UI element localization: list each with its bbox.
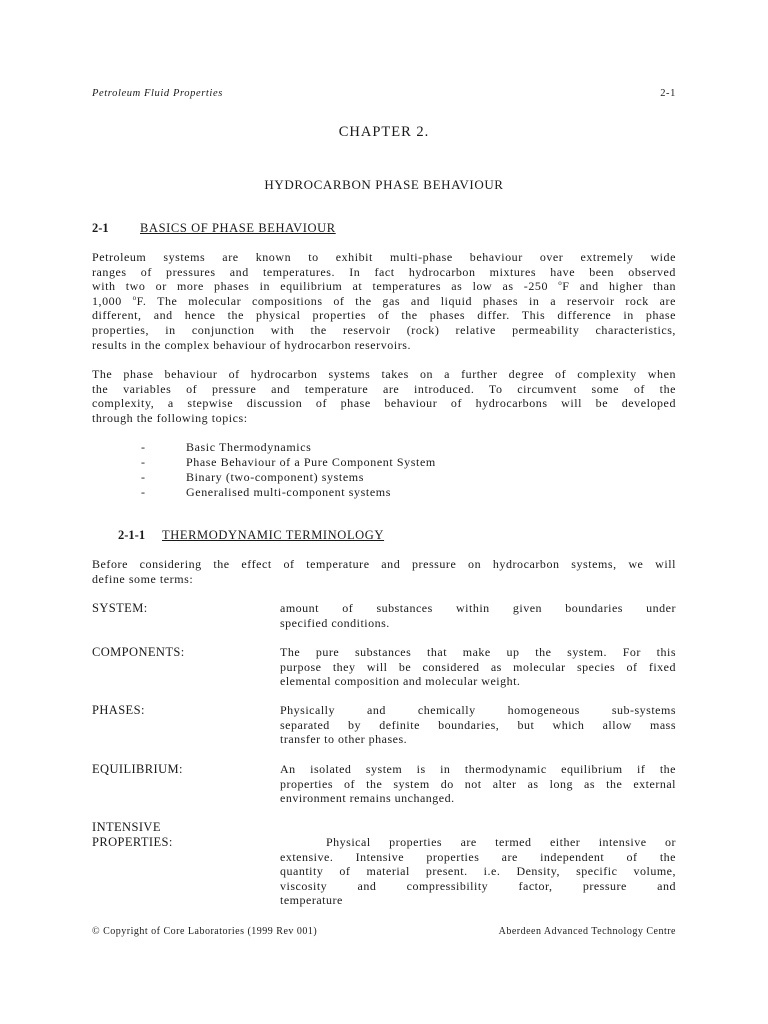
section-heading: BASICS OF PHASE BEHAVIOUR [140, 221, 336, 235]
section-number: 2-1 [92, 221, 109, 235]
definition-line: environment remains unchanged. [280, 791, 455, 806]
term-properties: PROPERTIES: [92, 835, 173, 849]
definition-line: transfer to other phases. [280, 732, 408, 747]
page-number: 2-1 [660, 88, 676, 99]
definition-equilibrium [280, 762, 676, 806]
definition-phases [280, 703, 676, 747]
definition-line: viscosity and compressibility factor, pressure and [280, 878, 676, 893]
definition-line: Physically and chemically homogeneous sub-systems [280, 703, 676, 717]
paragraph-line: with two or more phases in equilibrium at temperatures as low as -250 $^o$F and higher than [92, 279, 676, 294]
definition-line: The pure substances that make up the system. For this [280, 645, 676, 659]
paragraph-line: through the following topics: [92, 410, 248, 425]
definition-line: temperature [280, 893, 343, 908]
term-system: SYSTEM: [92, 601, 148, 615]
footer-organization: Aberdeen Advanced Technology Centre [498, 926, 676, 937]
list-bullet: - [141, 470, 145, 484]
paragraph-terms-intro [92, 557, 676, 586]
term-intensive: INTENSIVE [92, 820, 161, 834]
list-bullet: - [141, 455, 145, 469]
definition-line: quantity of material present. i.e. Density, specific volume, [280, 864, 676, 879]
list-item: Phase Behaviour of a Pure Component System [186, 455, 436, 469]
definition-system [280, 601, 676, 630]
list-item: Basic Thermodynamics [186, 440, 312, 454]
definition-line: Physical properties are termed either intensive or [326, 835, 676, 849]
paragraph-line: The phase behaviour of hydrocarbon systems takes on a further degree of complexity when [92, 367, 676, 381]
list-item: Binary (two-component) systems [186, 470, 364, 484]
paragraph-line: ranges of pressures and temperatures. In fact hydrocarbon mixtures have been observed [92, 264, 676, 279]
definition-line: specified conditions. [280, 615, 390, 630]
paragraph-complexity [92, 367, 676, 425]
paragraph-line: different, and hence the physical properties of the phases differ. This difference in phase [92, 308, 676, 323]
definition-line: amount of substances within given boundaries under [280, 601, 676, 615]
definition-line: An isolated system is in thermodynamic equilibrium if the [280, 762, 676, 776]
paragraph-line: 1,000 $^o$F. The molecular compositions of the gas and liquid phases in a reservoir rock are [92, 293, 676, 308]
definition-line: extensive. Intensive properties are independent of the [280, 849, 676, 864]
paragraph-line: complexity, a stepwise discussion of phase behaviour of hydrocarbons will be developed [92, 396, 676, 411]
list-bullet: - [141, 485, 145, 499]
list-bullet: - [141, 440, 145, 454]
subsection-heading: THERMODYNAMIC TERMINOLOGY [162, 528, 385, 542]
paragraph-line: results in the complex behaviour of hydrocarbon reservoirs. [92, 337, 412, 352]
list-item: Generalised multi-component systems [186, 485, 391, 499]
running-header-title: Petroleum Fluid Properties [92, 88, 223, 99]
footer-copyright: © Copyright of Core Laboratories (1999 Rev 001) [92, 926, 318, 937]
chapter-title: CHAPTER 2. [338, 124, 430, 140]
chapter-subtitle: HYDROCARBON PHASE BEHAVIOUR [264, 177, 504, 192]
definition-components [280, 645, 676, 689]
paragraph-line: define some terms: [92, 571, 194, 586]
definition-intensive-properties [280, 835, 676, 908]
term-components: COMPONENTS: [92, 645, 185, 659]
definition-line: elemental composition and molecular weight. [280, 674, 521, 689]
paragraph-line: properties, in conjunction with the reservoir (rock) relative permeability characteristics, [92, 322, 676, 337]
term-equilibrium: EQUILIBRIUM: [92, 762, 183, 776]
definition-line: separated by definite boundaries, but which allow mass [280, 717, 676, 732]
paragraph-line: Petroleum systems are known to exhibit multi-phase behaviour over extremely wide [92, 250, 676, 264]
term-phases: PHASES: [92, 703, 145, 717]
definition-line: properties of the system do not alter as long as the external [280, 776, 676, 791]
paragraph-line: Before considering the effect of temperature and pressure on hydrocarbon systems, we will [92, 557, 676, 571]
subsection-number: 2-1-1 [118, 528, 146, 542]
paragraph-phase-intro [92, 250, 676, 352]
paragraph-line: the variables of pressure and temperature are introduced. To circumvent some of the [92, 381, 676, 396]
definition-line: purpose they will be considered as molecular species of fixed [280, 659, 676, 674]
